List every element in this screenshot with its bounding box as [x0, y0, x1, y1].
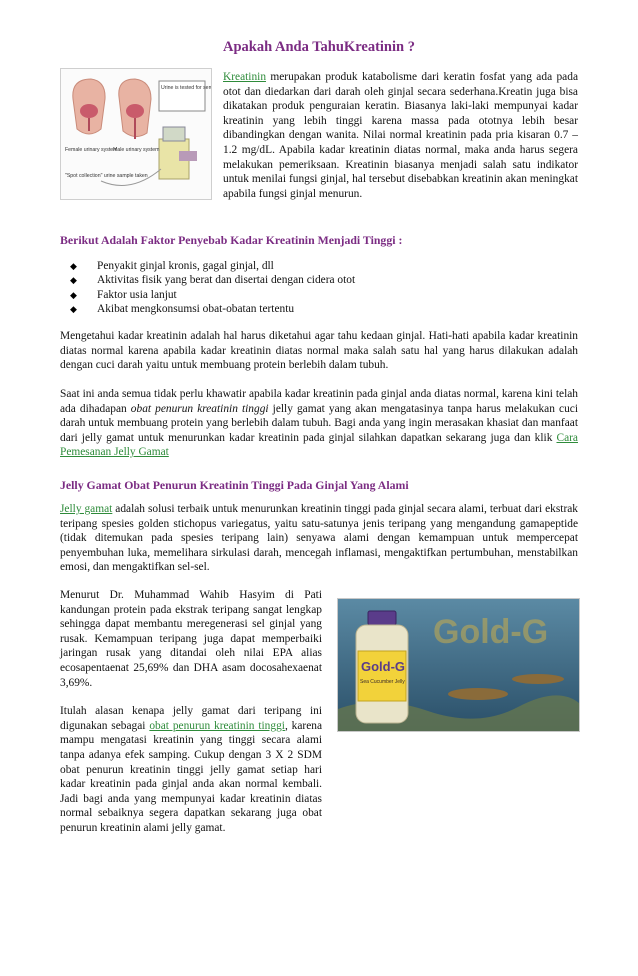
- para3-text: adalah solusi terbaik untuk menurunkan kreatinin tinggi pada ginjal secara alami, terbuat dari ekstrak teripang spesies golden stichopus variegatus, yaitu satu-satunya jenis teripang yang mengandung gamapeptide (tidak ditemukan pada spesies teripang lain) senyawa alami dengan kemampuan untuk mempercepat penyembuhan luka, memelihara sirkulasi darah, mencegah inflamasi, mengaktifkan pertumbuhan, menstabilkan emosi, dan mengaktifkan sel-sel.: [60, 503, 578, 574]
- para2-text-b: jelly gamat yang akan mengatasinya tanpa harus melakukan cuci darah untuk membuang protein yang berlebih dalam tubuh. Bagi anda yang ingin merasakan khasiat dan manfaat dari jelly gamat untuk menurunkan kadar kreatinin pada ginjal silahkan dapatkan sekarang juga dan klik: [60, 402, 578, 444]
- callout-label: Urine is tested for ser: [161, 85, 211, 91]
- para2-italic: obat penurun kreatinin tinggi: [130, 402, 269, 415]
- paragraph-3: [60, 502, 578, 575]
- list-item: ◆ Akibat mengkonsumsi obat-obatan tertentu: [60, 302, 560, 316]
- left-column: [60, 588, 322, 836]
- intro-paragraph: [223, 70, 578, 201]
- paragraph-2: [60, 387, 578, 460]
- para5-text-b: , karena mampu mengatasi kreatinin yang tinggi secara alami tanpa adanya efek samping. Cukup dengan 3 X 2 SDM obat penurun kreatinin tinggi jelly gamat setiap hari kadar kreatinin pada ginjal anda akan normal kembali. Jadi bagi anda yang mempunyai kadar kreatinin diatas normal sebaiknya segera dapatkan sekarang juga obat penurun kreatinin alami jelly gamat.: [60, 719, 322, 834]
- list-item: ◆ Penyakit ginjal kronis, gagal ginjal, dll: [60, 259, 560, 273]
- page-title: Apakah Anda TahuKreatinin ?: [223, 39, 415, 55]
- spot-collection-label: "Spot collection" urine sample taken: [65, 173, 148, 179]
- gold-g-bottle-illustration: [338, 599, 579, 731]
- paragraph-1: [60, 329, 578, 373]
- urinary-system-figure: [60, 68, 212, 200]
- bottle-subtitle: Sea Cucumber Jelly: [360, 679, 405, 685]
- heading-jelly-gamat: Jelly Gamat Obat Penurun Kreatinin Tinggi Pada Ginjal Yang Alami: [60, 478, 409, 492]
- male-label: Male urinary system: [113, 147, 160, 153]
- bottle-brand: Gold-G: [361, 659, 406, 674]
- paragraph-4: Menurut Dr. Muhammad Wahib Hasyim di Pati kandungan protein pada ekstrak teripang sangat lengkap sehingga dapat membantu meregenerasi sel ginjal yang rusak. Kemampuan teripang juga dapat memperbaiki jaringan rusak yang ditandai oleh nilai EPA alias ecosapentaenat 25,69% dan DHA asam docosahexaenat 3,69%.: [60, 589, 322, 689]
- urinary-system-illustration: [61, 69, 211, 199]
- jelly-gamat-link[interactable]: Jelly gamat: [60, 503, 113, 515]
- female-label: Female urinary system: [65, 147, 118, 153]
- kreatinin-link[interactable]: Kreatinin: [223, 71, 267, 83]
- obat-link[interactable]: obat penurun kreatinin tinggi: [149, 719, 285, 732]
- list-item: ◆ Aktivitas fisik yang berat dan disertai dengan cidera otot: [60, 273, 560, 287]
- para5-text-a: Itulah alasan kenapa jelly gamat dari teripang ini digunakan sebagai: [60, 705, 322, 732]
- intro-text: merupakan produk katabolisme dari keratin fosfat yang ada pada otot dan diedarkan dari darah oleh ginjal secara sederhana.Kreatin juga bisa dikatakan produk penguraian keratin. Biasanya laki-laki mempunyai kadar kreatinin yang lebih tinggi karena massa pada ototnya lebih besar dibandingkan dengan wanita. Nilai normal kreatinin pada pria kisaran 0.7 – 1.2 mg/dL. Apabila kadar kreatinin diatas normal, maka anda harus segera melakukan pemeriksaan. Kreatinin biasanya menjadi salah satu indikator untuk menilai fungsi ginjal, hal tersebut disebabkan kreatinin akan meningkat apabila fungsi ginjal menurun.: [223, 71, 578, 200]
- product-image: [337, 598, 580, 732]
- causes-list: [60, 259, 560, 316]
- paragraph-5: [60, 704, 322, 835]
- paragraph-1-text: Mengetahui kadar kreatinin adalah hal harus diketahui agar tahu kedaan ginjal. Hati-hati apabila kadar kreatinin diatas normal karena apabila kadar kreatinin diatas normal maka salah satu hal yang harus dilakukan adalah dengan cuci darah yaitu untuk membuang protein berlebih dalam tubuh.: [60, 330, 578, 372]
- order-link[interactable]: Cara Pemesanan Jelly Gamat: [60, 431, 578, 459]
- list-item: ◆ Faktor usia lanjut: [60, 288, 560, 302]
- bg-brand: Gold-G: [433, 613, 549, 651]
- para2-text-a: Saat ini anda semua tidak perlu khawatir apabila kadar kreatinin pada ginjal anda diatas normal, karena kini telah ada dihadapan: [60, 388, 578, 415]
- causes-heading: Berikut Adalah Faktor Penyebab Kadar Kreatinin Menjadi Tinggi :: [60, 233, 403, 247]
